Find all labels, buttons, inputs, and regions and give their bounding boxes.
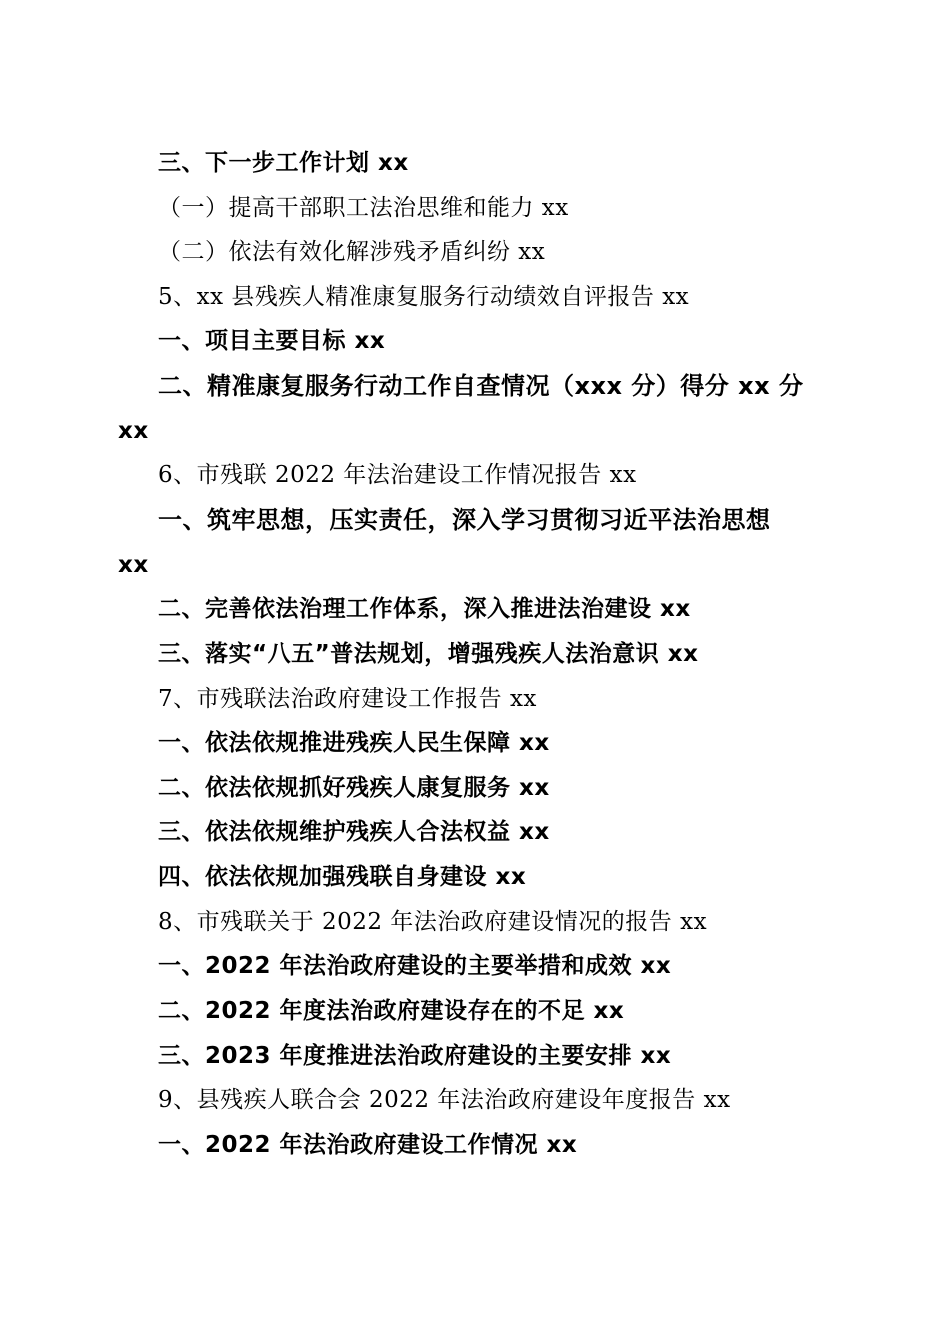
heading-2022-work: 一、2022 年法治政府建设工作情况 xx bbox=[158, 1132, 578, 1158]
heading-livelihood: 一、依法依规推进残疾人民生保障 xx bbox=[158, 730, 550, 756]
heading-strengthen-thought-continuation: xx bbox=[118, 552, 149, 578]
heading-project-goals: 一、项目主要目标 xx bbox=[158, 328, 386, 354]
heading-rehabilitation: 二、依法依规抓好残疾人康复服务 xx bbox=[158, 775, 550, 801]
heading-self-building: 四、依法依规加强残联自身建设 xx bbox=[158, 864, 527, 890]
heading-legal-education: 三、落实“八五”普法规划，增强残疾人法治意识 xx bbox=[158, 641, 699, 667]
heading-2022-shortcomings: 二、2022 年度法治政府建设存在的不足 xx bbox=[158, 998, 625, 1024]
report-title-6: 6、市残联 2022 年法治建设工作情况报告 xx bbox=[158, 462, 637, 488]
report-title-8: 8、市残联关于 2022 年法治政府建设情况的报告 xx bbox=[158, 909, 708, 935]
subheading-legal-thinking: （一）提高干部职工法治思维和能力 xx bbox=[158, 195, 569, 221]
report-title-5: 5、xx 县残疾人精准康复服务行动绩效自评报告 xx bbox=[158, 284, 690, 310]
heading-self-inspection-continuation: xx bbox=[118, 418, 149, 444]
heading-strengthen-thought: 一、筑牢思想，压实责任，深入学习贯彻习近平法治思想 bbox=[158, 506, 771, 534]
subheading-resolve-disputes: （二）依法有效化解涉残矛盾纠纷 xx bbox=[158, 239, 546, 265]
heading-rights: 三、依法依规维护残疾人合法权益 xx bbox=[158, 819, 550, 845]
heading-2023-arrangements: 三、2023 年度推进法治政府建设的主要安排 xx bbox=[158, 1043, 672, 1069]
heading-improve-governance: 二、完善依法治理工作体系，深入推进法治建设 xx bbox=[158, 596, 691, 622]
heading-2022-measures: 一、2022 年法治政府建设的主要举措和成效 xx bbox=[158, 953, 672, 979]
heading-next-step-plan: 三、下一步工作计划 xx bbox=[158, 150, 409, 176]
report-title-7: 7、市残联法治政府建设工作报告 xx bbox=[158, 686, 537, 712]
heading-self-inspection: 二、精准康复服务行动工作自查情况（xxx 分）得分 xx 分 bbox=[158, 372, 804, 400]
report-title-9: 9、县残疾人联合会 2022 年法治政府建设年度报告 xx bbox=[158, 1087, 731, 1113]
